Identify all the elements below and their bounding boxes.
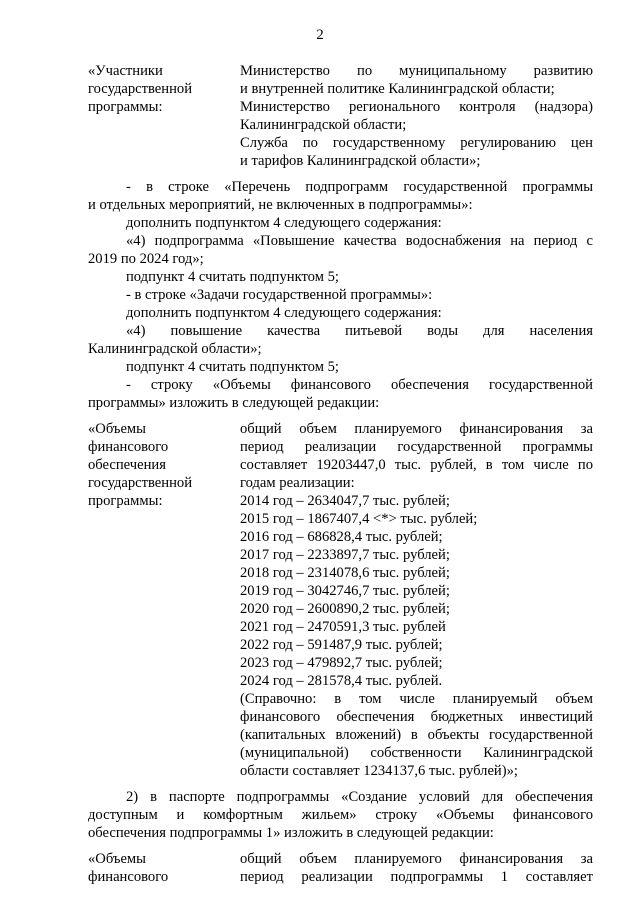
note-line: (муниципальной) собственности Калининградской bbox=[240, 745, 593, 761]
label-line: финансового bbox=[88, 869, 169, 885]
value-line: Министерство регионального контроля (надзора) bbox=[240, 99, 593, 115]
sub1-value bbox=[240, 850, 593, 886]
value-line: и тарифов Калининградской области»; bbox=[240, 153, 481, 169]
label-line: государственной bbox=[88, 475, 193, 491]
label-line: обеспечения bbox=[88, 457, 166, 473]
note-line: финансового обеспечения бюджетных инвестиций bbox=[240, 709, 593, 725]
label-line: программы: bbox=[88, 99, 163, 115]
participants-row bbox=[88, 62, 593, 170]
paragraph-line: подпункт 4 считать подпунктом 5; bbox=[126, 359, 339, 375]
paragraph-line: программы» изложить в следующей редакции: bbox=[88, 395, 380, 411]
finance-row bbox=[88, 420, 593, 780]
participants-label bbox=[88, 62, 240, 170]
paragraph-line: - в строке «Задачи государственной программы»: bbox=[126, 287, 433, 303]
paragraph-line: 2) в паспорте подпрограммы «Создание условий для обеспечения bbox=[126, 789, 593, 805]
sub1-label bbox=[88, 850, 240, 886]
page-number: 2 bbox=[316, 27, 324, 43]
year-line: 2018 год – 2314078,6 тыс. рублей; bbox=[240, 565, 450, 581]
paragraph-line: - в строке «Перечень подпрограмм государственной программы bbox=[126, 179, 593, 195]
value-line: Служба по государственному регулированию цен bbox=[240, 135, 593, 151]
label-line: государственной bbox=[88, 81, 193, 97]
paragraph-line: «4) повышение качества питьевой воды для населения bbox=[126, 323, 593, 339]
subprogram-paragraph bbox=[88, 788, 593, 842]
value-line: Министерство по муниципальному развитию bbox=[240, 63, 593, 79]
year-line: 2014 год – 2634047,7 тыс. рублей; bbox=[240, 493, 450, 509]
paragraph-line: доступным и комфортным жильем» строку «Объемы финансового bbox=[88, 807, 593, 823]
value-line: общий объем планируемого финансирования за bbox=[240, 421, 593, 437]
sub1-finance-row bbox=[88, 850, 593, 886]
finance-value bbox=[240, 420, 593, 780]
value-line: годам реализации: bbox=[240, 475, 355, 491]
participants-value bbox=[240, 62, 593, 170]
value-line: Калининградской области; bbox=[240, 117, 407, 133]
label-line: «Объемы bbox=[88, 851, 146, 867]
value-line: период реализации государственной программы bbox=[240, 439, 593, 455]
value-line: и внутренней политике Калининградской области; bbox=[240, 81, 555, 97]
value-line: период реализации подпрограммы 1 составляет bbox=[240, 869, 593, 885]
paragraph-line: - строку «Объемы финансового обеспечения государственной bbox=[126, 377, 593, 393]
year-line: 2023 год – 479892,7 тыс. рублей; bbox=[240, 655, 443, 671]
year-line: 2015 год – 1867407,4 <*> тыс. рублей; bbox=[240, 511, 478, 527]
paragraph-line: дополнить подпунктом 4 следующего содержания: bbox=[126, 215, 442, 231]
note-line: (капитальных вложений) в объекты государственной bbox=[240, 727, 593, 743]
finance-label bbox=[88, 420, 240, 780]
year-line: 2024 год – 281578,4 тыс. рублей. bbox=[240, 673, 443, 689]
amendment-paragraphs bbox=[88, 178, 593, 412]
label-line: финансового bbox=[88, 439, 169, 455]
document-body bbox=[88, 62, 593, 886]
note-line: (Справочно: в том числе планируемый объем bbox=[240, 691, 593, 707]
paragraph-line: и отдельных мероприятий, не включенных в подпрограммы»: bbox=[88, 197, 473, 213]
value-line: общий объем планируемого финансирования за bbox=[240, 851, 593, 867]
year-line: 2019 год – 3042746,7 тыс. рублей; bbox=[240, 583, 450, 599]
label-line: «Участники bbox=[88, 63, 163, 79]
year-line: 2017 год – 2233897,7 тыс. рублей; bbox=[240, 547, 450, 563]
paragraph-line: обеспечения подпрограммы 1» изложить в следующей редакции: bbox=[88, 825, 494, 841]
year-line: 2016 год – 686828,4 тыс. рублей; bbox=[240, 529, 443, 545]
label-line: программы: bbox=[88, 493, 163, 509]
paragraph-line: подпункт 4 считать подпунктом 5; bbox=[126, 269, 339, 285]
year-line: 2022 год – 591487,9 тыс. рублей; bbox=[240, 637, 443, 653]
year-line: 2021 год – 2470591,3 тыс. рублей bbox=[240, 619, 446, 635]
paragraph-line: 2019 по 2024 год»; bbox=[88, 251, 204, 267]
year-line: 2020 год – 2600890,2 тыс. рублей; bbox=[240, 601, 450, 617]
paragraph-line: дополнить подпунктом 4 следующего содержания: bbox=[126, 305, 442, 321]
value-line: составляет 19203447,0 тыс. рублей, в том числе по bbox=[240, 457, 593, 473]
label-line: «Объемы bbox=[88, 421, 146, 437]
note-line: области составляет 1234137,6 тыс. рублей)»; bbox=[240, 763, 518, 779]
paragraph-line: Калининградской области»; bbox=[88, 341, 262, 357]
paragraph-line: «4) подпрограмма «Повышение качества водоснабжения на период с bbox=[126, 233, 593, 249]
